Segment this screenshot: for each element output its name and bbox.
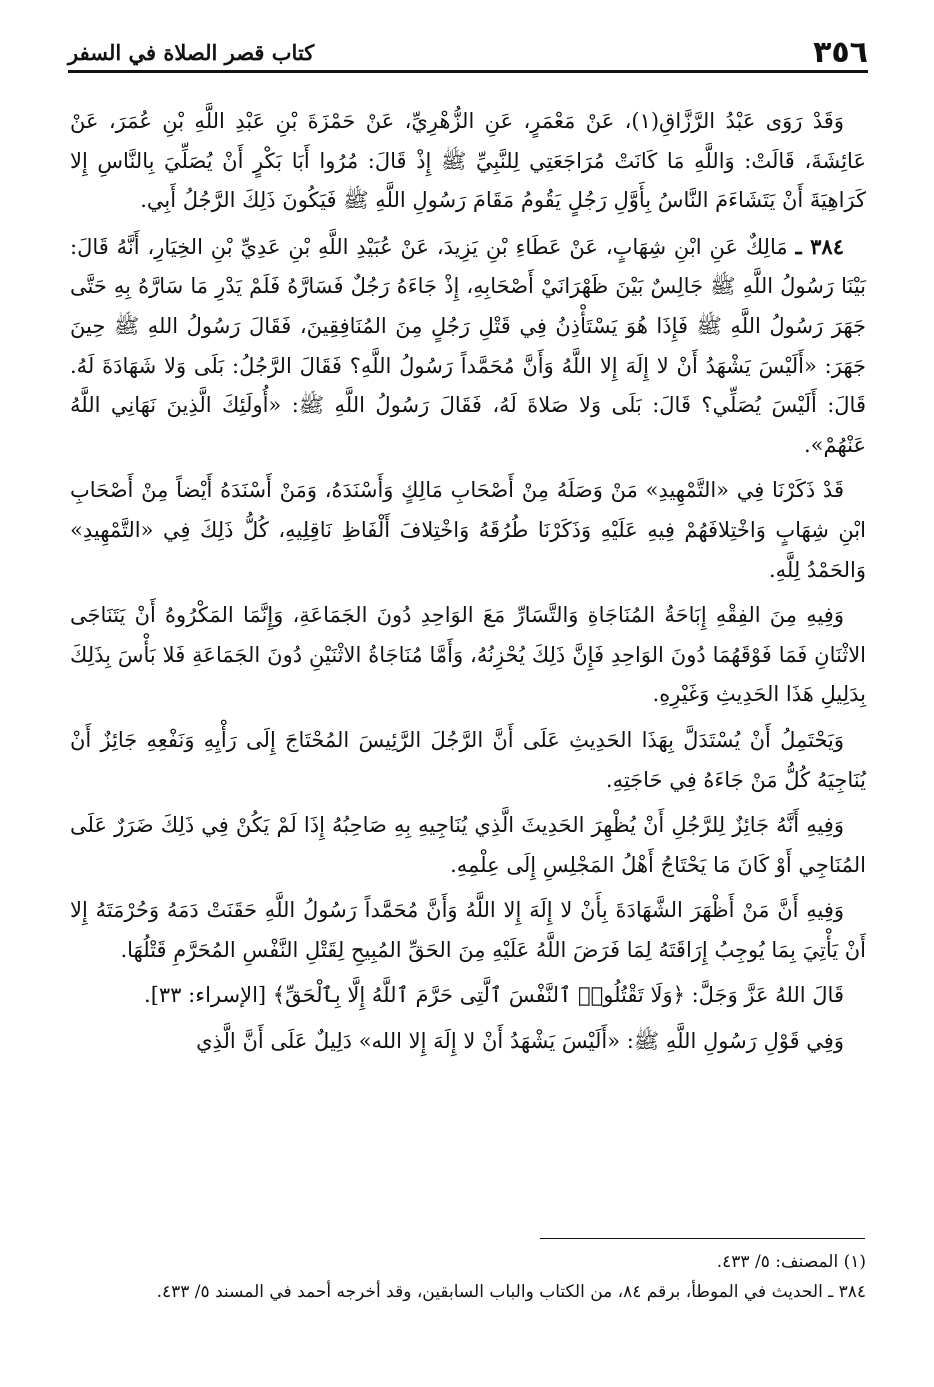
paragraph-text: وَفِي قَوْلِ رَسُولِ اللَّهِ ﷺ: «أَلَيْسَ يَشْهَدُ أَنْ لا إِلَهَ إِلا الله» دَلِيلٌ عَلَى أَنَّ الَّذِي: [196, 1029, 844, 1054]
running-title: كتاب قصر الصلاة في السفر: [68, 40, 315, 65]
page-number: ٣٥٦: [813, 35, 868, 70]
hadith-paragraph: [70, 227, 866, 466]
paragraph-text: وَقَدْ رَوَى عَبْدُ الرَّزَّاقِ(١)، عَنْ مَعْمَرٍ، عَنِ الزُّهْرِيِّ، عَنْ حَمْزَةَ بْنِ عَبْدِ اللَّهِ بْنِ عُمَرَ، عَنْ عَائِشَةَ، قَالَتْ: وَاللَّهِ مَا كَانَتْ مُرَاجَعَتِي لِلنَّبِيِّ ﷺ إِذْ قَالَ: مُرُوا أَبَا بَكْرٍ أَنْ يُصَلِّيَ بِالنَّاسِ إِلا كَرَاهِيَةَ أَنْ يَتَشَاءَمَ النَّاسُ بِأَوَّلِ رَجُلٍ يَقُومُ مَقَامَ رَسُولِ اللَّهِ ﷺ فَيَكُونَ ذَلِكَ الرَّجُلُ أَبِي.: [70, 109, 866, 213]
footnote: (١) المصنف: ٥/ ٤٣٣.: [716, 1252, 866, 1272]
paragraph: [70, 471, 866, 590]
paragraph: [70, 891, 866, 970]
paragraph-text: وَفِيهِ أَنَّ مَنْ أَظْهَرَ الشَّهَادَةَ بِأَنْ لا إِلَهَ إِلا اللَّهُ وَأَنَّ مُحَمَّداً رَسُولُ اللَّهِ حَقَنَتْ دَمَهُ وَحُرْمَتَهُ إِلا أَنْ يَأْتِيَ بِمَا يُوجِبُ إِرَاقَتَهُ لِمَا فَرَضَ اللَّهُ عَلَيْهِ مِنَ الحَقِّ المُبِيحِ لِقَتْلِ النَّفْسِ المُحَرَّمِ قَتْلُهَا.: [70, 898, 866, 962]
paragraph-text: مَالِكٌ عَنِ ابْنِ شِهَابٍ، عَنْ عَطَاءِ بْنِ يَزِيدَ، عَنْ عُبَيْدِ اللَّهِ بْنِ عَدِيِّ بْنِ الخِيَارِ، أَنَّهُ قَالَ: بَيْنَا رَسُولُ اللَّهِ ﷺ جَالِسٌ بَيْنَ ظَهْرَانَيْ أَصْحَابِهِ، إِذْ جَاءَهُ رَجُلٌ فَسَارَّهُ فَلَمْ يَدْرِ مَا سَارَّهُ بِهِ حَتَّى جَهَرَ رَسُولُ اللَّهِ ﷺ فَإِذَا هُوَ يَسْتَأْذِنُ فِي قَتْلِ رَجُلٍ مِنَ المُنَافِقِينَ، فَقَالَ رَسُولُ اللهِ ﷺ حِينَ جَهَرَ: «أَلَيْسَ يَشْهَدُ أَنْ لا إِلَهَ إِلا اللَّهُ وَأَنَّ مُحَمَّداً رَسُولُ اللَّهِ؟ فَقَالَ الرَّجُلُ: بَلَى وَلا شَهَادَةَ لَهُ. قَالَ: أَلَيْسَ يُصَلِّي؟ قَالَ: بَلَى وَلا صَلاةَ لَهُ، فَقَالَ رَسُولُ اللَّهِ ﷺ: «أُولَئِكَ الَّذِينَ نَهَانِي اللَّهُ عَنْهُمْ».: [70, 234, 866, 457]
paragraph: [70, 806, 866, 885]
hadith-number: ٣٨٤ ـ: [795, 233, 844, 259]
paragraph: [70, 1022, 866, 1062]
paragraph-text: قَالَ اللهُ عَزَّ وَجَلَّ: ﴿وَلَا تَقْتُلُوا۟ ٱلنَّفْسَ ٱلَّتِى حَرَّمَ ٱللَّهُ إِلَّا بِٱلْحَقِّ﴾ [الإسراء: ٣٣].: [144, 983, 844, 1008]
paragraph: [70, 721, 866, 800]
page-body: [70, 102, 866, 1068]
paragraph-text: وَفِيهِ أَنَّهُ جَائِزٌ لِلرَّجُلِ أَنْ يُظْهِرَ الحَدِيثَ الَّذِي يُنَاجِيهِ بِهِ صَاحِبُهُ إِذَا لَمْ يَكُنْ فِي ذَلِكَ ضَرَرٌ عَلَى المُنَاجِي أَوْ كَانَ مَا يَحْتَاجُ أَهْلُ المَجْلِسِ إِلَى عِلْمِهِ.: [70, 813, 866, 877]
footnotes: [70, 1247, 866, 1307]
footnote-separator: [540, 1238, 865, 1239]
paragraph-text: وَيَحْتَمِلُ أَنْ يُسْتَدَلَّ بِهَذَا الحَدِيثِ عَلَى أَنَّ الرَّجُلَ الرَّئِيسَ المُحْتَاجَ إِلَى رَأْيِهِ وَنَفْعِهِ جَائِزٌ أَنْ يُنَاجِيَهُ كُلُّ مَنْ جَاءَهُ فِي حَاجَتِهِ.: [70, 727, 866, 792]
page-header: [68, 30, 868, 73]
paragraph: [70, 102, 866, 221]
paragraph: [70, 596, 866, 715]
footnote: ٣٨٤ ـ الحديث في الموطأ، برقم ٨٤، من الكتاب والباب السابقين، وقد أخرجه أحمد في المسند ٥/ ٤٣٣.: [156, 1282, 866, 1302]
paragraph-text: قَدْ ذَكَرْنَا فِي «التَّمْهِيدِ» مَنْ وَصَلَهُ مِنْ أَصْحَابِ مَالِكٍ وَأَسْنَدَهُ، وَمَنْ أَسْنَدَهُ أَيْضاً مِنْ أَصْحَابِ ابْنِ شِهَابٍ وَاخْتِلافَهُمْ فِيهِ عَلَيْهِ وَذَكَرْنَا طُرُقَهُ وَاخْتِلافَ أَلْفَاظِ نَاقِلِيهِ، كُلُّ ذَلِكَ فِي «التَّمْهِيدِ» وَالحَمْدُ لِلَّهِ.: [70, 478, 866, 582]
quran-quote-paragraph: [70, 976, 866, 1016]
paragraph-text: وَفِيهِ مِنَ الفِقْهِ إِبَاحَةُ المُنَاجَاةِ وَالتَّسَارِّ مَعَ الوَاحِدِ دُونَ الجَمَاعَةِ، وَإِنَّمَا المَكْرُوهُ أَنْ يَتَنَاجَى الاثْنَانِ فَمَا فَوْقَهُمَا دُونَ الوَاحِدِ فَإِنَّ ذَلِكَ يُحْزِنُهُ، وَأَمَّا مُنَاجَاةُ الاثْنَيْنِ دُونَ الجَمَاعَةِ فَلا بَأْسَ بِذَلِكَ بِدَلِيلِ هَذَا الحَدِيثِ وَغَيْرِهِ.: [70, 603, 866, 707]
